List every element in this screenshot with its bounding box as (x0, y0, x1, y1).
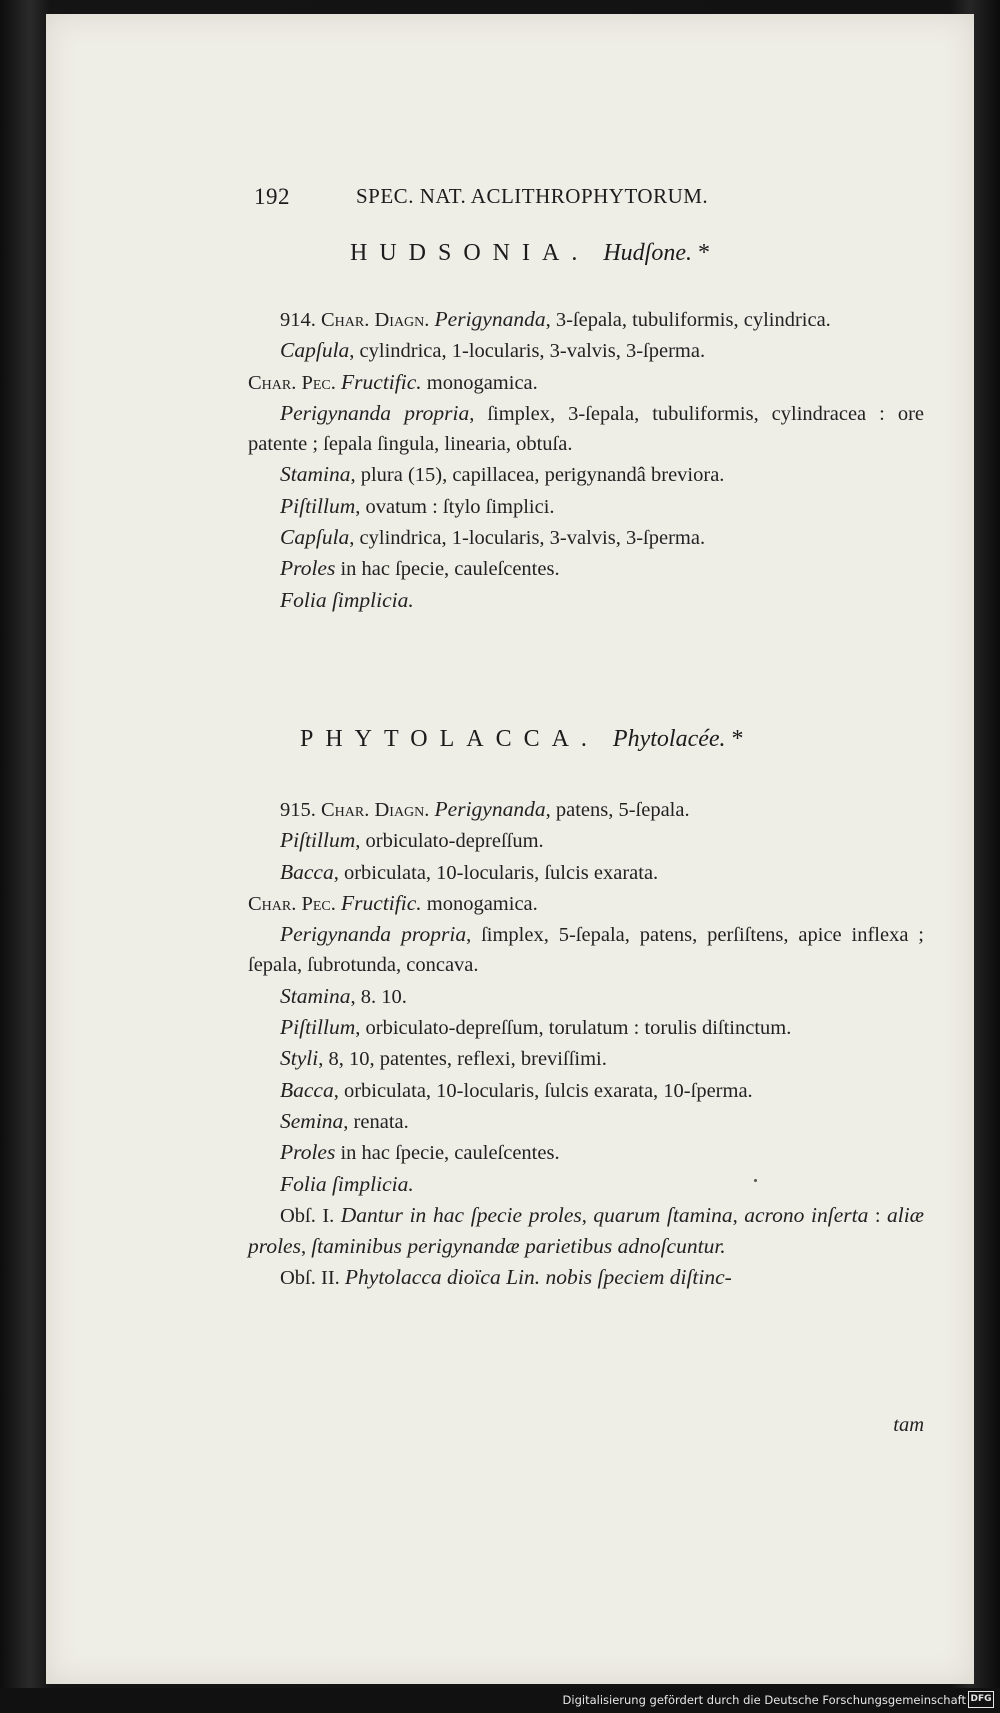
text-run: in hac ſpecie, cauleſcentes. (335, 558, 560, 581)
text-run: in hac ſpecie, cauleſcentes. (335, 1142, 560, 1165)
entry-paragraph (248, 522, 924, 553)
text-run: 914. (280, 309, 321, 331)
entry-paragraph (248, 1169, 924, 1200)
entry-paragraph (248, 335, 924, 366)
entry-914 (248, 304, 924, 616)
text-run: , orbiculato-depreſſum. (355, 830, 544, 853)
entry-paragraph (248, 459, 924, 490)
catchword-line (248, 1410, 924, 1440)
entry-paragraph (248, 491, 924, 522)
text-run: , plura (15), capillacea, perigynandâ breviora. (350, 464, 725, 487)
text-run: , orbiculato-depreſſum, torulatum : torulis diſtinctum. (355, 1017, 792, 1040)
text-run: , (581, 1204, 594, 1227)
funding-credit: Digitalisierung gefördert durch die Deutsche Forschungsgemeinschaft (562, 1693, 966, 1707)
text-run: Piſtillum (280, 493, 356, 518)
entry-915 (248, 794, 924, 1294)
genus-name: PHYTOLACCA. (300, 726, 599, 752)
text-run: Stamina (280, 983, 351, 1008)
text-run: Perigynanda propria (280, 922, 467, 947)
text-run: Folia ſimplicia. (280, 1171, 414, 1196)
entry-paragraph (248, 794, 924, 825)
entry-paragraph (248, 1200, 924, 1263)
text-run: Phytolacca dioïca Lin. nobis ſpeciem diſtinc- (344, 1265, 732, 1290)
text-run: , orbiculata, 10-locularis, ſulcis exarata. (333, 861, 659, 884)
genus-heading-phytolacca (300, 726, 1000, 753)
text-run: Obſ. I. (280, 1204, 341, 1227)
text-run: Char. Diagn. (321, 799, 430, 821)
text-run: ſtaminibus perigynandæ parietibus adnoſcuntur. (311, 1234, 726, 1259)
text-run: aliæ proles (248, 1202, 925, 1259)
text-run: , ovatum : ſtylo ſimplici. (355, 495, 555, 518)
text-run: Proles (280, 556, 336, 581)
text-run: Piſtillum (280, 1015, 356, 1040)
ink-speck (754, 1179, 757, 1182)
text-run: , ſimplex, 3-ſepala, tubuliformis, cylindracea : ore patente ; ſepala ſingula, linearia, obtuſa. (248, 402, 925, 456)
text-run: , 3-ſepala, tubuliformis, cylindrica. (545, 309, 831, 331)
entry-paragraph (248, 585, 924, 616)
text-run: acrono inſerta (744, 1202, 869, 1227)
text-run: , patens, 5-ſepala. (545, 799, 690, 821)
text-run: , cylindrica, 1-locularis, 3-valvis, 3-ſperma. (349, 340, 706, 363)
text-run: Styli (280, 1046, 319, 1071)
catchword: tam (893, 1414, 924, 1436)
entry-paragraph (248, 304, 924, 335)
text-run: Char. Pec. (248, 371, 336, 394)
genus-heading-hudsonia (350, 240, 1000, 267)
text-run: Capſula (280, 525, 350, 550)
text-run: monogamica. (421, 892, 538, 915)
text-run: Capſula (280, 338, 350, 363)
text-run: , (300, 1236, 312, 1259)
text-run: , (732, 1204, 745, 1227)
text-run: Perigynanda propria (280, 400, 470, 425)
text-run: , 8. 10. (350, 985, 407, 1008)
text-run: Piſtillum (280, 828, 356, 853)
entry-paragraph (248, 888, 924, 919)
text-run: Char. Pec. (248, 892, 336, 915)
entry-paragraph (248, 398, 924, 460)
text-run: , 8, 10, patentes, reflexi, breviſſimi. (318, 1048, 607, 1071)
entry-paragraph (248, 919, 924, 981)
text-run: Proles (280, 1140, 336, 1165)
text-run: Bacca (280, 1077, 334, 1102)
page-number: 192 (254, 184, 290, 209)
text-run: Dantur in hac ſpecie proles (340, 1202, 582, 1227)
text-run: Bacca (280, 859, 334, 884)
text-run: , cylindrica, 1-locularis, 3-valvis, 3-ſperma. (349, 527, 706, 550)
text-run: , orbiculata, 10-locularis, ſulcis exarata, 10-ſperma. (333, 1079, 753, 1102)
entry-paragraph (248, 1012, 924, 1043)
entry-paragraph (248, 1043, 924, 1074)
genus-name: HUDSONIA. (350, 240, 590, 266)
text-run: Obſ. II. (280, 1267, 345, 1290)
entry-paragraph (248, 1262, 924, 1293)
text-run: Char. Diagn. (321, 309, 430, 331)
running-title: SPEC. NAT. ACLITHROPHYTORUM. (356, 184, 709, 208)
text-run: quarum ſtamina (593, 1202, 733, 1227)
text-run: 915. (280, 799, 321, 821)
genus-mark: * (698, 240, 710, 266)
entry-paragraph (248, 981, 924, 1012)
text-run: : (868, 1204, 887, 1227)
text-run: Perigynanda (434, 307, 546, 331)
entry-paragraph (248, 553, 924, 584)
text-run: , ſimplex, 5-ſepala, patens, perſiſtens, apice inflexa ; ſepala, ſubrotunda, concava. (248, 924, 924, 977)
entry-paragraph (248, 1137, 924, 1168)
entry-paragraph (248, 857, 924, 888)
entry-paragraph (248, 1075, 924, 1106)
entry-paragraph (248, 1106, 924, 1137)
genus-mark: * (731, 726, 744, 752)
text-run: Folia ſimplicia. (280, 587, 414, 612)
text-run: Perigynanda (434, 797, 546, 821)
text-run: monogamica. (421, 371, 538, 394)
text-run: Stamina (280, 462, 351, 487)
text-run: Fructific. (341, 890, 422, 915)
genus-french-name: Hudſone. (603, 240, 692, 266)
text-run: Fructific. (341, 369, 422, 394)
dfg-logo-icon: DFG (968, 1691, 994, 1708)
entry-paragraph (248, 825, 924, 856)
book-page (46, 14, 974, 1684)
genus-french-name: Phytolacée. (612, 726, 726, 752)
text-run: , renata. (343, 1110, 409, 1133)
text-run: Semina (280, 1108, 344, 1133)
entry-paragraph (248, 367, 924, 398)
running-head (254, 184, 874, 210)
